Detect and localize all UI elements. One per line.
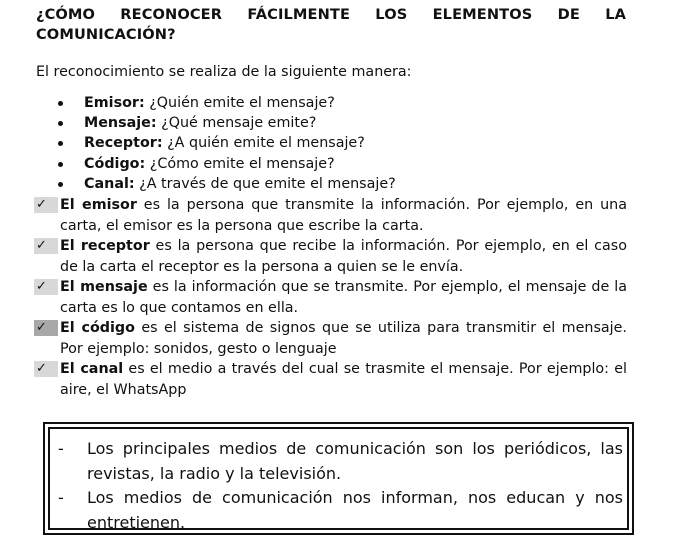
box-item-text: Los principales medios de comunicación son los periódicos, las revistas, la radio y la televisión. (87, 439, 623, 483)
check-item-canal (34, 359, 627, 400)
bullet-item-emisor (58, 93, 396, 113)
check-term: El canal (60, 361, 124, 377)
bullet-term: Código: (84, 155, 146, 172)
page-heading: ¿CÓMO RECONOCER FÁCILMENTE LOS ELEMENTOS DE LA COMUNICACIÓN? (36, 6, 626, 43)
intro-text: El reconocimiento se realiza de la siguiente manera: (36, 64, 412, 80)
check-text: es la información que se transmite. Por ejemplo, el mensaje de la carta es lo que contamos en ella. (60, 279, 627, 316)
media-note-box-inner-border (48, 427, 629, 530)
bullet-dot-icon (58, 141, 63, 146)
dash-marker: - (58, 439, 64, 458)
check-text: es el sistema de signos que se utiliza para transmitir el mensaje. Por ejemplo: sonidos, gesto o lenguaje (60, 320, 627, 357)
box-item (58, 485, 623, 535)
checkmark-icon: ✓ (34, 361, 58, 377)
box-item-text: Los medios de comunicación nos informan, nos educan y nos entretienen. (87, 488, 623, 532)
bullet-dot-icon (58, 101, 63, 106)
check-text: es el medio a través del cual se trasmite el mensaje. Por ejemplo: el aire, el WhatsApp (60, 361, 627, 398)
bullet-term: Receptor: (84, 135, 163, 152)
bullet-term: Canal: (84, 175, 135, 192)
bullet-item-canal (58, 174, 396, 194)
elements-bullet-list (58, 93, 396, 194)
check-text: es la persona que recibe la información. Por ejemplo, en el caso de la carta el receptor es la persona a quien se le envía. (60, 238, 627, 275)
bullet-item-mensaje (58, 113, 396, 133)
check-item-codigo (34, 318, 627, 359)
media-note-box (43, 422, 634, 535)
check-term: El receptor (60, 238, 150, 254)
checkmark-icon: ✓ (34, 197, 58, 213)
bullet-term: Mensaje: (84, 115, 157, 132)
bullet-item-receptor (58, 133, 396, 153)
check-item-mensaje (34, 277, 627, 318)
bullet-text: ¿Qué mensaje emite? (156, 115, 317, 132)
check-term: El emisor (60, 197, 137, 213)
bullet-text: ¿A quién emite el mensaje? (162, 135, 365, 152)
bullet-dot-icon (58, 121, 63, 126)
bullet-text: ¿A través de que emite el mensaje? (134, 175, 396, 192)
bullet-dot-icon (58, 162, 63, 167)
check-text: es la persona que transmite la información. Por ejemplo, en una carta, el emisor es la persona que escribe la carta. (60, 197, 627, 234)
checkmark-icon: ✓ (34, 279, 58, 295)
check-item-receptor (34, 236, 627, 277)
check-term: El código (60, 320, 135, 336)
checkmark-icon: ✓ (34, 238, 58, 254)
definitions-check-list (34, 195, 627, 400)
bullet-dot-icon (58, 182, 63, 187)
check-item-emisor (34, 195, 627, 236)
dash-marker: - (58, 488, 64, 507)
box-item (58, 436, 623, 486)
bullet-item-codigo (58, 154, 396, 174)
checkmark-icon: ✓ (34, 320, 58, 336)
bullet-term: Emisor: (84, 95, 145, 111)
bullet-text: ¿Cómo emite el mensaje? (145, 155, 335, 172)
check-term: El mensaje (60, 279, 148, 295)
bullet-text: ¿Quién emite el mensaje? (144, 95, 335, 111)
